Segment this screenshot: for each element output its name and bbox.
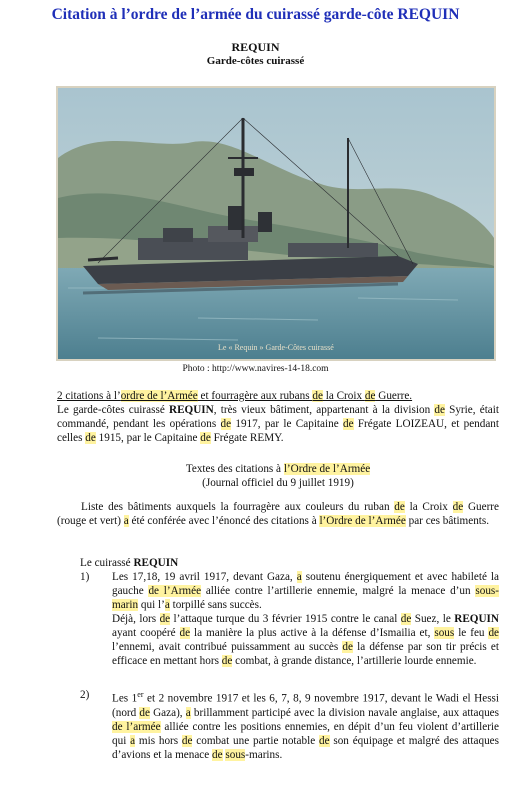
ship-photo xyxy=(56,86,496,361)
page-title: Citation à l’ordre de l’armée du cuirassé garde-côte REQUIN xyxy=(51,6,460,23)
citation-number: 1) xyxy=(80,571,90,583)
citation-text: Les 17,18, 19 avril 1917, devant Gaza, a soutenu énergiquement et avec habileté la gauche de l’Armée alliée contre l’artillerie ennemie, malgré la menace d’un sous-marin qui l’a torpillé sans succès. Déjà, lors de l’attaque turque du 3 février 1915 contre le canal de Suez, le REQUIN ayant coopéré de la manière la plus active à la défense d’Ismailia et, sous le feu de l’ennemi, avait contribué puissamment au succès de la défense par son tir précis et efficace en mettant hors de combat, à grande distance, l’artillerie lourde ennemie. xyxy=(112,571,500,667)
intro-paragraph: 2 citations à l’ordre de l’Armée et fourragère aux rubans de la Croix de Guerre. Le garde-côtes cuirassé REQUIN, très vieux bâtiment, appartenant à la division de Syrie, était commandé, pendant les opérations de 1917, par le Capitaine de Frégate LOIZEAU, et pendant celles de 1915, par le Capitaine de Frégate REMY. xyxy=(57,390,500,444)
ship-name: REQUIN xyxy=(231,40,280,54)
texts-heading: Textes des citations à l’Ordre de l’Armée xyxy=(185,463,371,475)
citation-text: Les 1er et 2 novembre 1917 et les 6, 7, 8, 9 novembre 1917, devant le Wadi el Hessi (nord de Gaza), a brillamment participé avec la division navale anglaise, aux attaques de l’armée alliée contre les positions ennemies, en dépit d’un feu violent d’artillerie qui a mis hors de combat une partie notable de son équipage et malgré des attaques d’avions et la menace de sous-marins. xyxy=(112,690,500,761)
postcard-caption: Le « Requin » Garde-Côtes cuirassé xyxy=(218,343,334,352)
list-paragraph: Liste des bâtiments auxquels la fourragère aux couleurs du ruban de la Croix de Guerre (rouge et vert) a été conférée avec l’énoncé des citations à l’Ordre de l’Armée par ces bâtiments. xyxy=(57,501,499,527)
citation-number: 2) xyxy=(80,689,90,701)
ship-illustration xyxy=(58,88,494,359)
ship-subtitle: Garde-côtes cuirassé xyxy=(206,55,305,67)
cuirasse-label: Le cuirassé REQUIN xyxy=(80,557,179,569)
citations-heading: 2 citations à l’ordre de l’Armée et fourragère aux rubans de la Croix de Guerre. xyxy=(57,390,413,402)
photo-caption: Photo : http://www.navires-14-18.com xyxy=(182,364,329,374)
journal-reference: (Journal officiel du 9 juillet 1919) xyxy=(202,477,354,489)
